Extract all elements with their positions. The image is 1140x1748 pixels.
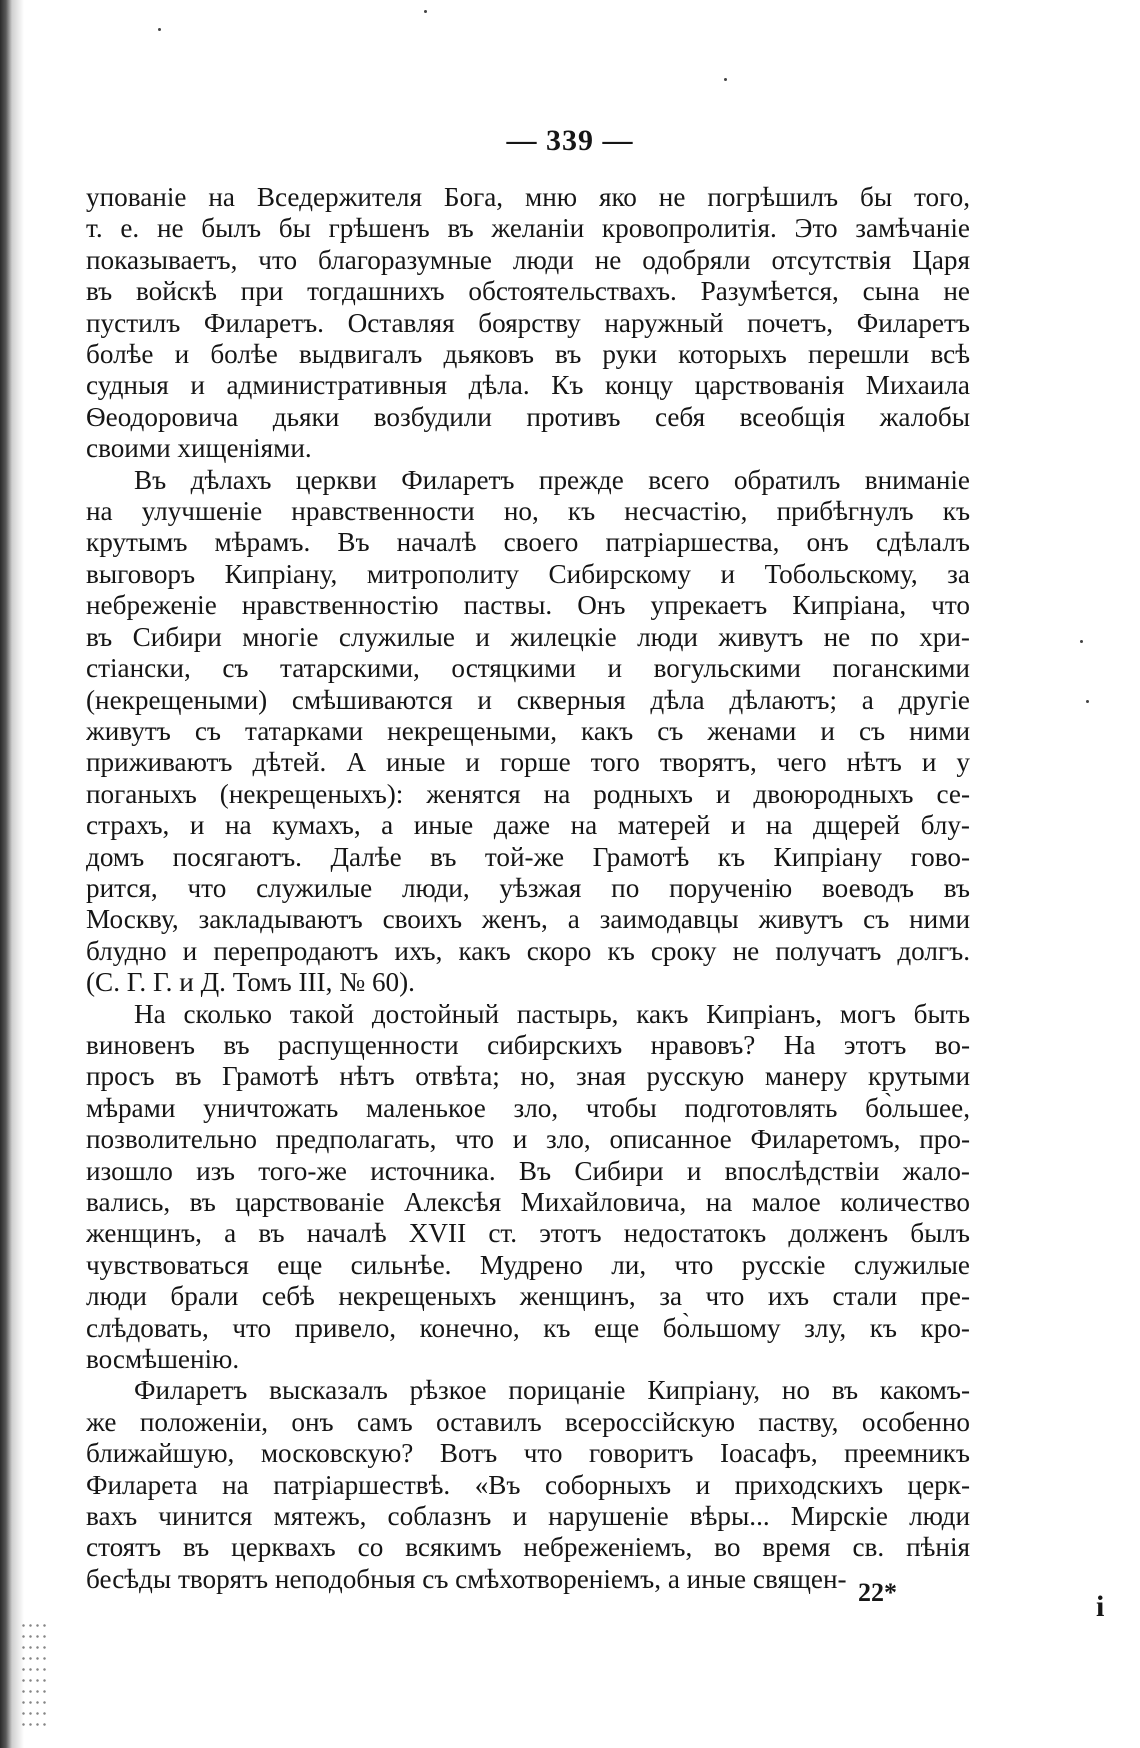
text-line: Филаретъ высказалъ рѣзкое порицаніе Кипріану, но въ какомъ- [134,1375,970,1406]
text-line: Ѳеодоровича дьяки возбудили противъ себя всеобщія жалобы [86,401,970,432]
text-line: бесѣды творятъ неподобныя съ смѣхотвореніемъ, а иные священ- [86,1563,847,1594]
margin-mark: i [1096,1590,1105,1623]
page-number: — 339 — [506,124,634,157]
paragraph [86,1375,970,1595]
text-line: въ Сибири многіе служилые и жилецкіе люди живутъ не по хри- [86,621,970,652]
text-line: изошло изъ того-же источника. Въ Сибири и впослѣдствіи жало- [86,1155,970,1186]
text-line: позволительно предполагать, что и зло, описанное Филаретомъ, про- [86,1124,970,1155]
text-line: мѣрами уничтожать маленькое зло, чтобы подготовлять бо̀льшее, [86,1092,970,1123]
speck [724,78,727,81]
speck [1086,700,1089,703]
text-line: слѣдовать, что привело, конечно, къ еще бо̀льшому злу, къ кро- [86,1312,970,1343]
speck [1080,640,1083,643]
page-edge-shadow [0,0,24,1748]
text-line: страхъ, и на кумахъ, а иные даже на матерей и на дщерей блу- [86,810,970,841]
text-line: вались, въ царствованіе Алексѣя Михайловича, на малое количество [86,1187,970,1217]
paragraph [86,999,970,1376]
text-line: вахъ чинится мятежъ, соблазнъ и нарушеніе вѣры... Мирскіе люди [86,1501,970,1532]
text-line: женщинъ, а въ началѣ XVII ст. этотъ недостатокъ долженъ былъ [86,1218,970,1249]
signature-mark: 22* [858,1578,897,1607]
text-line: крутымъ мѣрамъ. Въ началѣ своего патріаршества, онъ сдѣлалъ [86,527,970,558]
text-line: Въ дѣлахъ церкви Филаретъ прежде всего обратилъ вниманіе [134,464,970,495]
text-line: блудно и перепродаютъ ихъ, какъ скоро къ сроку не получатъ долгъ. [86,935,970,966]
text-line: Москву, закладываютъ своихъ женъ, а заимодавцы живутъ съ ними [86,904,970,935]
text-line: просъ въ Грамотѣ нѣтъ отвѣта; но, зная русскую манеру крутыми [86,1061,970,1092]
text-line: (С. Г. Г. и Д. Томъ III, № 60). [86,967,415,998]
text-line: (некрещеными) смѣшиваются и скверныя дѣла дѣлаютъ; а другіе [86,684,970,715]
text-line: выговоръ Кипріану, митрополиту Сибирскому и Тобольскому, за [86,558,970,589]
text-line: стоятъ въ церквахъ со всякимъ небреженіемъ, во время св. пѣнія [86,1532,970,1563]
paragraph [86,182,970,465]
text-line: виновенъ въ распущенности сибирскихъ нравовъ? На этотъ во- [86,1029,970,1060]
body-text [86,182,970,1595]
text-line: чувствоваться еще сильнѣе. Мудрено ли, что русскіе служилые [86,1249,970,1280]
text-line: На сколько такой достойный пастырь, какъ Кипріанъ, могъ быть [134,998,970,1029]
text-line: судныя и административныя дѣла. Къ концу царствованія Михаила [86,370,970,401]
speck [424,10,427,13]
text-line: восмѣшенію. [86,1344,240,1375]
text-line: т. е. не былъ бы грѣшенъ въ желаніи кровопролитія. Это замѣчаніе [86,213,970,244]
text-line: своими хищеніями. [86,433,312,464]
text-line: живутъ съ татарками некрещеными, какъ съ женами и съ ними [86,715,970,746]
text-line: небреженіе нравственностію паствы. Онъ упрекаетъ Кипріана, что [86,590,970,621]
text-line: Филарета на патріаршествѣ. «Въ соборныхъ и приходскихъ церк- [86,1469,970,1500]
text-line: рится, что служилые люди, уѣзжая по порученію воеводъ въ [86,872,970,903]
page-edge-specks [20,1620,50,1730]
text-line: поганыхъ (некрещеныхъ): женятся на родныхъ и двоюродныхъ се- [86,778,970,809]
text-line: приживаютъ дѣтей. А иные и горше того творятъ, чего нѣтъ и у [86,747,970,778]
text-line: показываетъ, что благоразумные люди не одобряли отсутствія Царя [86,244,970,275]
paragraph [86,465,970,999]
text-line: домъ посягаютъ. Далѣе въ той-же Грамотѣ къ Кипріану гово- [86,841,970,872]
text-line: люди брали себѣ некрещеныхъ женщинъ, за что ихъ стали пре- [86,1281,970,1312]
text-line: упованіе на Вседержителя Бога, мню яко не погрѣшилъ бы того, [86,182,970,212]
text-line: на улучшеніе нравственности но, къ несчастію, прибѣгнулъ къ [86,496,970,527]
text-line: пустилъ Филаретъ. Оставляя боярству наружный почетъ, Филаретъ [86,307,970,338]
speck [158,28,161,31]
text-line: болѣе и болѣе выдвигалъ дьяковъ въ руки которыхъ перешли всѣ [86,339,970,370]
text-line: въ войскѣ при тогдашнихъ обстоятельствахъ. Разумѣется, сына не [86,276,970,307]
text-line: стіански, съ татарскими, остяцкими и вогульскими поганскими [86,653,970,684]
text-line: ближайшую, московскую? Вотъ что говоритъ Іоасафъ, преемникъ [86,1438,970,1469]
text-line: же положеніи, онъ самъ оставилъ всероссійскую паству, особенно [86,1406,970,1437]
